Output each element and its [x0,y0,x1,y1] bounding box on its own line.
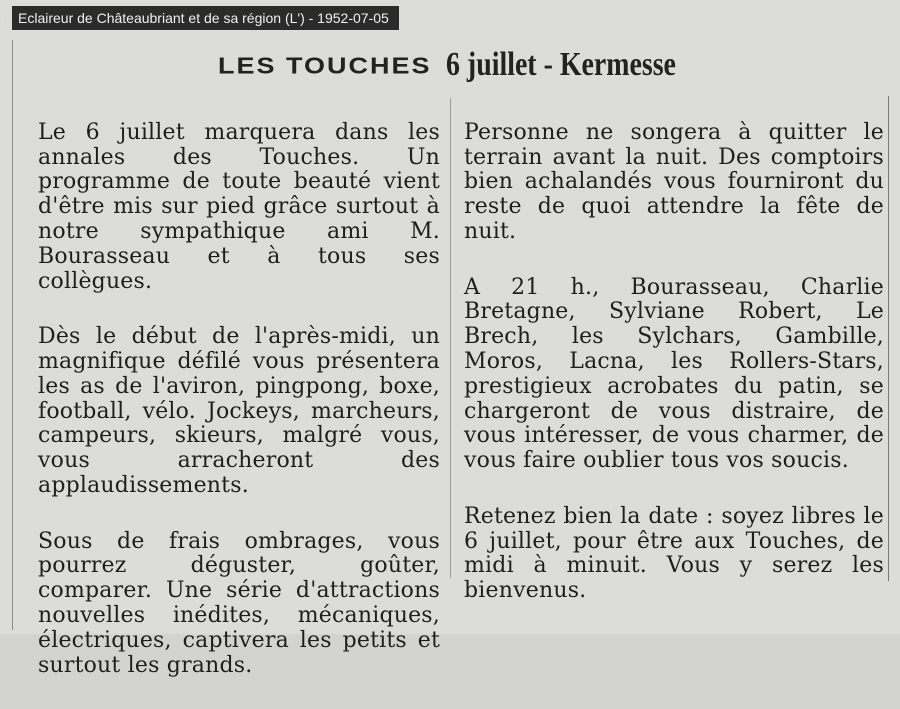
window-titlebar [0,6,399,30]
paragraph: Retenez bien la date : soyez libres le 6 juillet, pour être aux Touches, de midi à minuit. Vous y serez les bienvenus. [464,503,884,604]
window-title: Eclaireur de Châteaubriant et de sa région (L') - 1952-07-05 [12,6,399,30]
left-border-line [12,40,13,630]
titlebar-dots: : [3,11,9,25]
heading-place: LES TOUCHES [218,53,432,79]
paragraph: Personne ne songera à quitter le terrain avant la nuit. Des comptoirs bien achalandés vous fourniront du reste de quoi attendre la fête de nuit. [464,119,884,244]
right-column [464,96,884,635]
paragraph: Dès le début de l'après-midi, un magnifique défilé vous présentera les as de l'aviron, pingpong, boxe, football, vélo. Jockeys, marcheurs, campeurs, skieurs, malgré vous, vous arracheront des applaudissements. [38,324,440,498]
article-heading [218,46,718,86]
heading-event: 6 juillet - Kermesse [445,46,676,83]
paragraph: Sous de frais ombrages, vous pourrez déguster, goûter, comparer. Une série d'attractions nouvelles inédites, mécaniques, électriques, captivera les petits et surtout les grands. [38,528,440,678]
right-border-line [888,96,889,581]
left-column [38,96,440,709]
column-divider [450,98,451,578]
paragraph: Le 6 juillet marquera dans les annales des Touches. Un programme de toute beauté vient d'être mis sur pied grâce surtout à notre sympathique ami M. Bourasseau et à tous ses collègues. [38,119,440,294]
paragraph: A 21 h., Bourasseau, Charlie Bretagne, Sylviane Robert, Le Brech, les Sylchars, Gambille, Moros, Lacna, les Rollers-Stars, prestigieux acrobates du patin, se chargeront de vous distraire, de vous intéresser, de vous charmer, de vous faire oublier tous vos soucis. [464,274,884,474]
